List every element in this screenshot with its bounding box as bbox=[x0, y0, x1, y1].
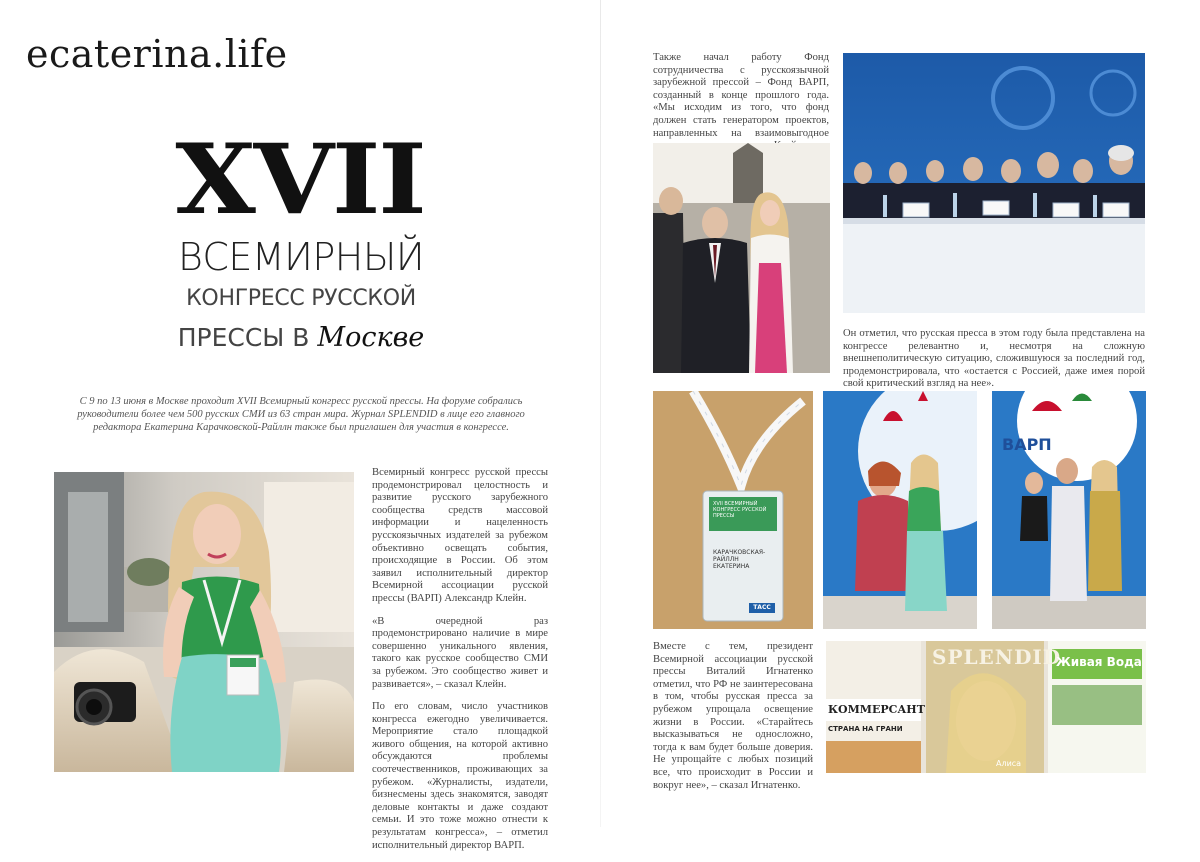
photo-congress-banner-women bbox=[823, 391, 977, 629]
badge-title: XVII ВСЕМИРНЫЙ КОНГРЕСС РУССКОЙ ПРЕССЫ bbox=[713, 501, 767, 519]
photo-magazines bbox=[826, 641, 1146, 773]
lead-paragraph: С 9 по 13 июня в Москве проходит XVII Всемирный конгресс русской прессы. На форуме собрались руководители более чем 500 русских СМИ из 63 стран мира. Журнал SPLENDID в лице его главного редактора Екатерина Карачковской-Райллн также был приглашен для участия в конгрессе. bbox=[77, 396, 525, 433]
left-paragraph-3: По его словам, число участников конгресса ежегодно увеличивается. Мероприятие стало площадкой живого общения, на которой активно обсуждаются проблемы соотечественников, проживающих за рубежом. «Журналисты, издатели, бизнесмены здесь знакомятся, заводят деловые контакты и даже создают семьи. И это тоже можно отнести к результатам конгресса», – отметил исполнительный директор ВАРП. bbox=[372, 701, 548, 851]
photo-editor-portrait bbox=[54, 472, 354, 772]
portrait-illustration bbox=[54, 472, 354, 772]
banner-women-illustration bbox=[823, 391, 977, 629]
mag-cover-name: Алиса bbox=[996, 759, 1022, 768]
photo-varp-group bbox=[992, 391, 1146, 629]
title-line-1: ВСЕМИРНЫЙ bbox=[177, 235, 425, 279]
right-top-paragraph: Также начал работу Фонд сотрудничества с русскоязычной зарубежной прессой – Фонд ВАРП, созданный в конце прошлого года. «Мы исходим из того, что фонд должен стать генератором проектов, направленных на взаимовыгодное bbox=[653, 52, 829, 139]
title-line-2: КОНГРЕСС РУССКОЙ bbox=[186, 286, 416, 311]
mag-kommersant-title: КОММЕРСАНТ bbox=[828, 703, 925, 716]
photo-press-badge bbox=[653, 391, 813, 629]
site-watermark: ecaterina.life bbox=[26, 32, 288, 76]
title-line-3-text: ПРЕССЫ В bbox=[177, 323, 310, 352]
left-paragraph-2: «В очередной раз продемонстрировано наличие в мире совершенно уникального явления, такого как русское сообщество СМИ за рубежом. Это сообщество живет и развивается», – сказал Клейн. bbox=[372, 615, 548, 690]
left-paragraph-1: Всемирный конгресс русской прессы продемонстрировал целостность и развитие русского зарубежного сообщества средств массовой информации и нацеленность русскоязычных издателей за рубежом объективно освещать события, происходящие в России. Об этом заявил исполнительный директор Всемирной ассоциации русской прессы (ВАРП) Александр Клейн. bbox=[372, 467, 548, 604]
mag-splendid-title: SPLENDID bbox=[932, 645, 1062, 669]
mayor-meeting-illustration bbox=[653, 143, 830, 373]
badge-name: КАРАЧКОВСКАЯ-РАЙЛЛН ЕКАТЕРИНА bbox=[713, 549, 766, 570]
photo-mayor-meeting bbox=[653, 143, 830, 373]
title-line-3 bbox=[170, 320, 432, 356]
right-bottom-paragraph: Вместе с тем, президент Всемирной ассоциации русской прессы Виталий Игнатенко отметил, что РФ не заинтересована в том, чтобы русская пресса за рубежом упрощала освещение жизни в России. «Старайтесь высказываться не односложно, тогда к вам будет больше доверия. Не упрощайте с любых позиций все, что происходит в России и вокруг нее», – сказал Игнатенко. bbox=[653, 641, 813, 791]
spread-gutter bbox=[600, 0, 601, 827]
congress-panel-illustration bbox=[843, 53, 1145, 313]
mag-strana-headline: СТРАНА НА ГРАНИ bbox=[828, 725, 903, 733]
right-mid-paragraph: Он отметил, что русская пресса в этом году была представлена на конгрессе релевантно и, несмотря на сложную внешнеполитическую ситуацию, сложившуюся за последний год, продемонстрировала, что «остается с Россией, даже имея порой свой критический взгляд на нее». bbox=[843, 328, 1145, 390]
title-city: Москве bbox=[317, 322, 425, 353]
varp-group-illustration bbox=[992, 391, 1146, 629]
mag-zhivaya-title: Живая Вода bbox=[1056, 655, 1142, 669]
varp-logo-text: ВАРП bbox=[1002, 435, 1052, 454]
badge-org: ТАСС bbox=[749, 603, 775, 613]
photo-congress-panel bbox=[843, 53, 1145, 313]
left-text-column bbox=[372, 467, 548, 862]
title-numeral: XVII bbox=[175, 123, 425, 236]
